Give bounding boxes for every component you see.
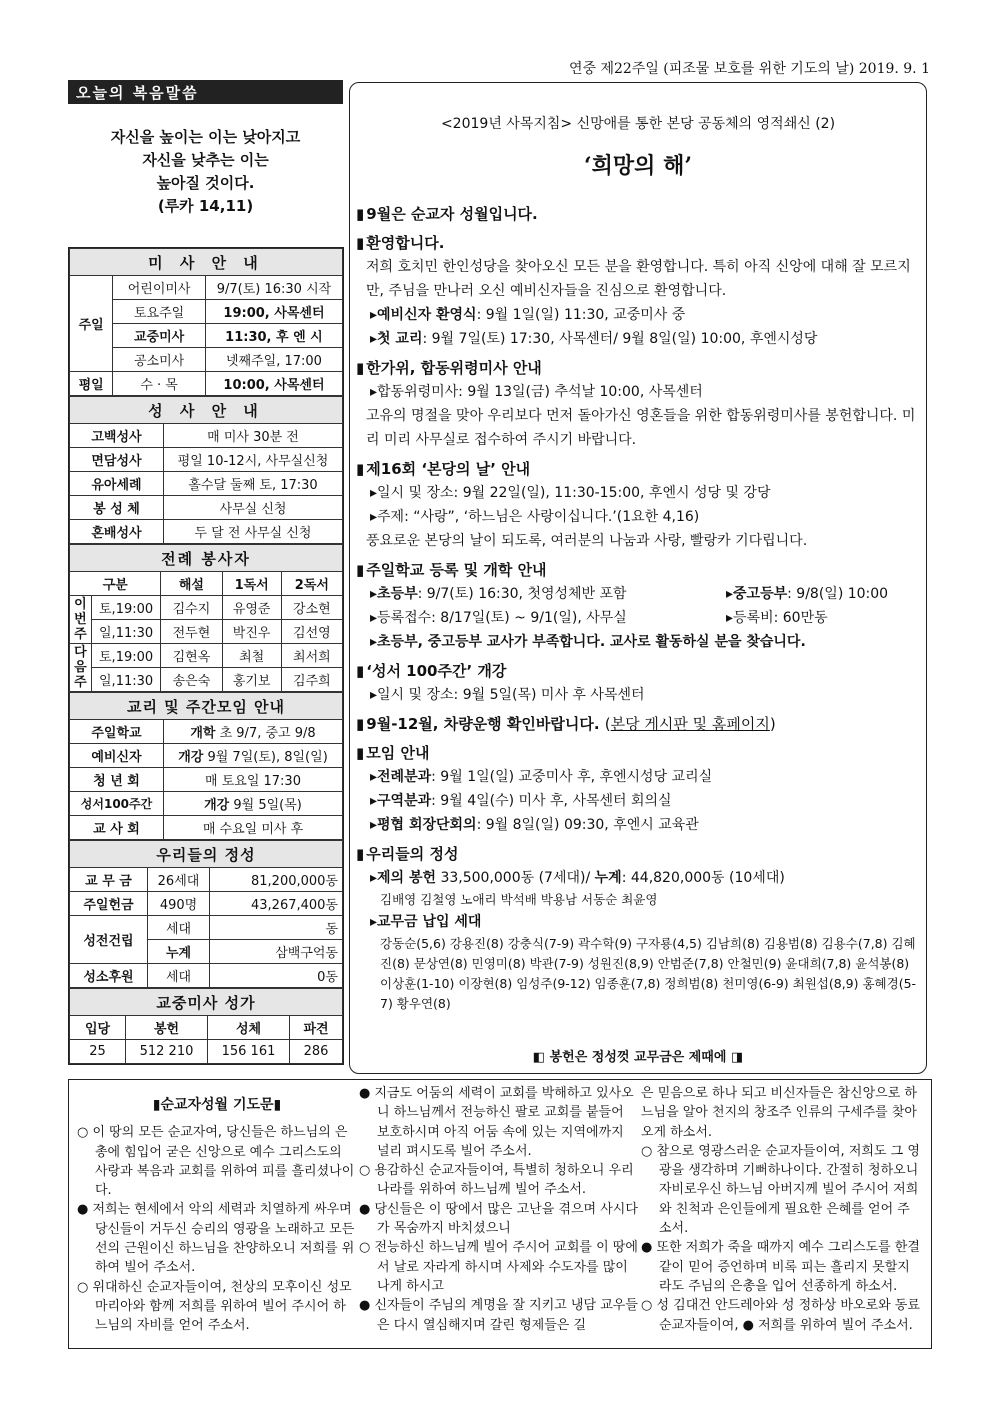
prayer-title: ▮순교자성월 기도문▮ — [152, 1097, 282, 1113]
meeting-tag: 개학 — [190, 726, 216, 741]
server-time: 토,19:00 — [91, 596, 161, 620]
gospel-line: 자신을 높이는 이는 낮아지고 — [110, 128, 301, 146]
meeting-name: 성서100주간 — [70, 792, 164, 816]
item-text: : 9월 8일(일) 09:30, 후엔시 교육관 — [476, 817, 699, 833]
servers-table — [69, 544, 343, 692]
sacrament-name: 고백성사 — [70, 424, 164, 448]
item-label: 전례분과 — [377, 769, 432, 785]
meeting-detail: 초 9/7, 중고 9/8 — [215, 726, 316, 741]
meeting-detail: 9월 7일(토), 8일(일) — [203, 750, 328, 765]
support-sub: 세대 — [148, 964, 210, 988]
sacrament-name: 면담성사 — [70, 448, 164, 472]
meeting-tag: 개강 — [178, 750, 204, 765]
list-item — [356, 789, 922, 813]
section-heading: ▮ 한가위, 합동위령미사 안내 — [356, 356, 922, 380]
meeting-info — [164, 816, 343, 840]
meeting-info — [164, 792, 343, 816]
meeting-info — [164, 744, 343, 768]
item-label: 누계 — [594, 870, 622, 886]
server-name: 김현옥 — [161, 644, 222, 668]
item-text: : 9월 1일(일) 교중미사 후, 후엔시성당 교리실 — [431, 769, 713, 785]
section-heading: ▮ 제16회 ‘본당의 날’ 안내 — [356, 457, 922, 481]
sacrament-info: 매 미사 30분 전 — [164, 424, 343, 448]
item-text: : 9월 1일(일) 11:30, 교중미사 중 — [476, 307, 686, 323]
meeting-tag: 개강 — [204, 798, 230, 813]
list-item — [356, 303, 922, 327]
prayer-verse: ● 저희는 현세에서 악의 세력과 치열하게 싸우며 당신들이 거두신 승리의 영광을 노래하고 모든 선의 근원이신 하느님을 찬양하오니 저희를 위하여 빌어 주소서. — [77, 1202, 355, 1276]
gospel-text — [68, 126, 343, 218]
item-label: 초등부 — [377, 586, 418, 602]
building-amount: 삼백구억동 — [210, 940, 343, 964]
main-title: ‘희망의 해’ — [584, 153, 692, 179]
section-heading: ▮ 모임 안내 — [356, 741, 922, 765]
list-item: ▸ 초등부, 중고등부 교사가 부족합니다. 교사로 활동하실 분을 찾습니다. — [356, 630, 922, 654]
sacrament-name: 봉 성 체 — [70, 496, 164, 520]
mass-time: 11:30, 후 엔 시 — [205, 324, 342, 348]
meeting-detail: 9월 5일(목) — [229, 798, 302, 813]
support-label: 성소후원 — [70, 964, 148, 988]
item-text: : 9/8(일) 10:00 — [787, 586, 889, 602]
heading-text: 9월-12월, 차량운행 확인바랍니다. — [366, 715, 600, 733]
info-sidebar — [68, 247, 344, 1065]
offering-title: 우리들의 정성 — [70, 841, 343, 868]
mass-time: 넷째주일, 17:00 — [205, 348, 342, 372]
prayer-verse: ● 지금도 어둠의 세력이 교회를 박해하고 있사오니 하느님께서 전능하신 팔로 교회를 붙들어 보호하시며 아직 어둠 속에 있는 지역에까지 널리 펴시도록 빌어 주소서. — [359, 1086, 634, 1159]
mass-time: 10:00, 사목센터 — [205, 372, 342, 396]
sunday-label: 주일 — [70, 276, 113, 372]
list-item: ▸ 일시 및 장소: 9월 5일(목) 미사 후 사목센터 — [356, 683, 922, 707]
mass-type: 어린이미사 — [113, 276, 206, 300]
mass-type: 토요주일 — [113, 300, 206, 324]
meeting-detail: 매 토요일 17:30 — [205, 774, 301, 789]
donor-names: 김배영 김철영 노애리 박석배 박용남 서동순 최윤영 — [380, 892, 658, 907]
building-amount: 동 — [210, 916, 343, 940]
stats-value: 156 161 — [208, 1040, 290, 1064]
item-label: 구역분과 — [377, 793, 432, 809]
header-date: 연중 제22주일 (피조물 보호를 위한 기도의 날) 2019. 9. 1 — [568, 61, 930, 77]
server-name: 최철 — [222, 644, 281, 668]
server-name: 박진우 — [222, 620, 281, 644]
next-week-label: 다음주 — [70, 644, 92, 692]
sacrament-info: 평일 10-12시, 사무실신청 — [164, 448, 343, 472]
offering-count: 26세대 — [148, 868, 210, 892]
offering-name: 교 무 금 — [70, 868, 148, 892]
notice-link[interactable]: 본당 게시판 및 홈페이지 — [610, 715, 770, 733]
item-label: 첫 교리 — [377, 331, 423, 347]
section-heading: ▮ 9월-12월, 차량운행 확인바랍니다. (본당 게시판 및 홈페이지) — [356, 712, 922, 736]
sacrament-name: 혼배성사 — [70, 520, 164, 544]
item-text: : 9월 4일(수) 미사 후, 사목센터 회의실 — [431, 793, 672, 809]
meeting-name: 주일학교 — [70, 720, 164, 744]
prayer-verse: ○ 용감하신 순교자들이여, 특별히 청하오니 우리나라를 위하여 하느님께 빌어 주소서. — [359, 1163, 634, 1198]
this-week-label: 이번주 — [70, 596, 92, 644]
server-name: 김수지 — [161, 596, 222, 620]
list-item — [356, 327, 922, 351]
building-label: 성전건립 — [70, 916, 148, 964]
meetings-title: 교리 및 주간모임 안내 — [70, 693, 343, 720]
item-label: 제의 봉헌 — [377, 870, 437, 886]
section-heading: ▮ 주일학교 등록 및 개학 안내 — [356, 558, 922, 582]
prayer-verse: ● 신자들이 주님의 계명을 잘 지키고 냉담 교우들은 다시 열심해지며 갈린 형제들은 길 — [359, 1298, 638, 1333]
servers-title: 전례 봉사자 — [70, 545, 343, 572]
gospel-line: 자신을 낮추는 이는 — [142, 151, 269, 169]
prayer-column — [77, 1084, 357, 1336]
offering-amount: 43,267,400동 — [210, 892, 343, 916]
list-row — [356, 606, 922, 630]
item-text: : 9월 7일(토) 17:30, 사목센터/ 9월 8일(일) 10:00, 후엔시성당 — [422, 331, 818, 347]
mass-time: 9/7(토) 16:30 시작 — [205, 276, 342, 300]
list-item: ▸ 일시 및 장소: 9월 22일(일), 11:30-15:00, 후엔시 성당 및 강당 — [356, 481, 922, 505]
mass-stats-table — [69, 988, 343, 1064]
server-name: 송은숙 — [161, 668, 222, 692]
offering-note: ◧ 봉헌은 정성껏 교무금은 제때에 ◨ — [532, 1050, 744, 1065]
paragraph: 풍요로운 본당의 날이 되도록, 여러분의 나눔과 사랑, 빨랑카 기다립니다. — [366, 533, 808, 549]
gospel-reference: (루카 14,11) — [157, 197, 254, 215]
section-heading: ▮ 우리들의 정성 — [356, 842, 922, 866]
sacrament-info: 두 달 전 사무실 신청 — [164, 520, 343, 544]
paragraph: 저희 호치민 한인성당을 찾아오신 모든 분을 환영합니다. 특히 아직 신앙에 대해 잘 모르지만, 주님을 만나러 오신 예비신자들을 진심으로 환영합니다. — [366, 259, 911, 299]
prayer-verse: ○ 참으로 영광스러운 순교자들이여, 저희도 그 영광을 생각하며 기뻐하나이다. 간절히 청하오니 자비로우신 하느님 아버지께 빌어 주시어 저희와 친척과 은인들에게 필요한 은혜를 얻어 주소서. — [641, 1143, 920, 1237]
item-text: 33,500,000동 (7세대)/ — [436, 870, 595, 886]
list-item: ▸ 교무금 납입 세대 — [356, 910, 922, 934]
stats-header: 파견 — [290, 1016, 343, 1040]
meeting-detail: 매 수요일 미사 후 — [202, 822, 304, 837]
servers-header: 해설 — [161, 572, 222, 596]
mass-title: 미 사 안 내 — [70, 249, 343, 276]
meeting-name: 예비신자 — [70, 744, 164, 768]
mass-type: 교중미사 — [113, 324, 206, 348]
mass-time: 19:00, 사목센터 — [205, 300, 342, 324]
list-item: ▸ 등록접수: 8/17일(토) ~ 9/1(일), 사무실 — [356, 606, 712, 630]
stats-value: 286 — [290, 1040, 343, 1064]
list-row — [356, 582, 922, 606]
server-name: 최서희 — [281, 644, 342, 668]
item-label: 중고등부 — [733, 586, 788, 602]
stats-value: 512 210 — [126, 1040, 208, 1064]
mass-stats-title: 교중미사 성가 — [70, 989, 343, 1016]
paragraph: 고유의 명절을 맞아 우리보다 먼저 돌아가신 영혼들을 위한 합동위령미사를 봉헌합니다. 미리 미리 사무실로 접수하여 주시기 바랍니다. — [366, 408, 916, 448]
sacrament-info: 사무실 신청 — [164, 496, 343, 520]
announcements — [356, 197, 922, 1014]
server-name: 강소현 — [281, 596, 342, 620]
mass-type: 수 · 목 — [113, 372, 206, 396]
meeting-name: 교 사 회 — [70, 816, 164, 840]
server-name: 유영준 — [222, 596, 281, 620]
sacrament-table — [69, 396, 343, 544]
server-time: 토,19:00 — [91, 644, 161, 668]
item-label: 예비신자 환영식 — [377, 307, 477, 323]
server-name: 홍기보 — [222, 668, 281, 692]
server-name: 전두현 — [161, 620, 222, 644]
prayer-verse: ○ 위대하신 순교자들이여, 천상의 모후이신 성모 마리아와 함께 저희를 위하여 빌어 주시어 하느님의 자비를 얻어 주소서. — [77, 1279, 352, 1334]
prayer-verse: ● 또한 저희가 죽을 때까지 예수 그리스도를 한결같이 믿어 증언하며 비록 피는 흘리지 못할지라도 주님의 은총을 입어 선종하게 하소서. — [641, 1240, 920, 1294]
server-time: 일,11:30 — [91, 620, 161, 644]
building-sub: 누계 — [148, 940, 210, 964]
offering-count: 490명 — [148, 892, 210, 916]
stats-header: 봉헌 — [126, 1016, 208, 1040]
stats-header: 성체 — [208, 1016, 290, 1040]
prayer-verse: 은 믿음으로 하나 되고 비신자들은 참신앙으로 하느님을 알아 천지의 창조주 인류의 구세주를 찾아오게 하소서. — [641, 1086, 917, 1140]
section-heading: ▮ ‘성서 100주간’ 개강 — [356, 659, 922, 683]
list-item — [712, 582, 922, 606]
stats-header: 입당 — [70, 1016, 126, 1040]
server-name: 김선영 — [281, 620, 342, 644]
announcements-panel — [349, 82, 927, 1074]
meeting-info — [164, 768, 343, 792]
meetings-table — [69, 692, 343, 840]
prayer-verse: ○ 이 땅의 모든 순교자여, 당신들은 하느님의 은총에 힘입어 굳은 신앙으로 예수 그리스도의 사랑과 복음과 교회를 위하여 피를 흘리셨나이다. — [77, 1125, 355, 1199]
prayer-column — [641, 1084, 921, 1335]
prayer-column — [359, 1084, 639, 1335]
offering-table — [69, 840, 343, 988]
list-item: ▸ 주제: “사랑”, ‘하느님은 사랑이십니다.’(1요한 4,16) — [356, 505, 922, 529]
prayer-verse: ○ 성 김대건 안드레아와 성 정하상 바오로와 동료 순교자들이여, ● 저희를 위하여 빌어 주소서. — [641, 1298, 920, 1333]
prayer-box — [68, 1079, 932, 1349]
offering-amount: 81,200,000동 — [210, 868, 343, 892]
item-label: 평협 회장단회의 — [377, 817, 477, 833]
household-list: 강동순(5,6) 강용진(8) 강충식(7-9) 곽수학(9) 구자룡(4,5) 김남희(8) 김용범(8) 김용수(7,8) 김혜진(8) 문상연(8) 민영미(8) 박관(7-9) 성원진(8,9) 안범준(7,8) 안철민(9) 윤대희(7,8) 윤석봉(8) 이상훈(1-10) 이장현(8) 임성주(9-12) 임종훈(7,8) 정희범(8) 천미영(6-9) 최원섭(8,9) 홍혜경(5-7) 황우연(8) — [380, 936, 917, 1011]
list-item: ▸ 등록비: 60만동 — [712, 606, 922, 630]
weekday-label: 평일 — [70, 372, 113, 396]
servers-header: 2독서 — [281, 572, 342, 596]
list-item — [356, 866, 922, 890]
pastoral-subtitle: <2019년 사목지침> 신망애를 통한 본당 공동체의 영적쇄신 (2) — [440, 116, 836, 132]
item-text: : 9/7(토) 16:30, 첫영성체반 포함 — [417, 586, 627, 602]
building-sub: 세대 — [148, 916, 210, 940]
list-item — [356, 813, 922, 837]
gospel-line: 높아질 것이다. — [156, 174, 255, 192]
list-item — [356, 582, 712, 606]
section-heading: ▮ 환영합니다. — [356, 231, 922, 255]
servers-header: 구분 — [70, 572, 161, 596]
section-heading: ▮ 9월은 순교자 성월입니다. — [356, 202, 922, 226]
list-item — [356, 765, 922, 789]
server-name: 김주희 — [281, 668, 342, 692]
servers-header: 1독서 — [222, 572, 281, 596]
mass-table — [69, 248, 343, 396]
prayer-verse: ○ 전능하신 하느님께 빌어 주시어 교회를 이 땅에서 날로 자라게 하시며 사제와 수도자를 많이 나게 하시고 — [359, 1240, 638, 1294]
mass-type: 공소미사 — [113, 348, 206, 372]
list-item: ▸ 합동위령미사: 9월 13일(금) 추석날 10:00, 사목센터 — [356, 380, 922, 404]
sacrament-name: 유아세례 — [70, 472, 164, 496]
offering-name: 주일헌금 — [70, 892, 148, 916]
server-time: 일,11:30 — [91, 668, 161, 692]
prayer-verse: ● 당신들은 이 땅에서 많은 고난을 겪으며 사시다가 목숨까지 바치셨으니 — [359, 1201, 638, 1237]
meeting-info — [164, 720, 343, 744]
item-text: : 44,820,000동 (10세대) — [621, 870, 785, 886]
gospel-title: 오늘의 복음말씀 — [68, 80, 343, 104]
stats-value: 25 — [70, 1040, 126, 1064]
sacrament-info: 홀수달 둘째 토, 17:30 — [164, 472, 343, 496]
support-amount: 0동 — [210, 964, 343, 988]
sacrament-title: 성 사 안 내 — [70, 397, 343, 424]
meeting-name: 청 년 회 — [70, 768, 164, 792]
